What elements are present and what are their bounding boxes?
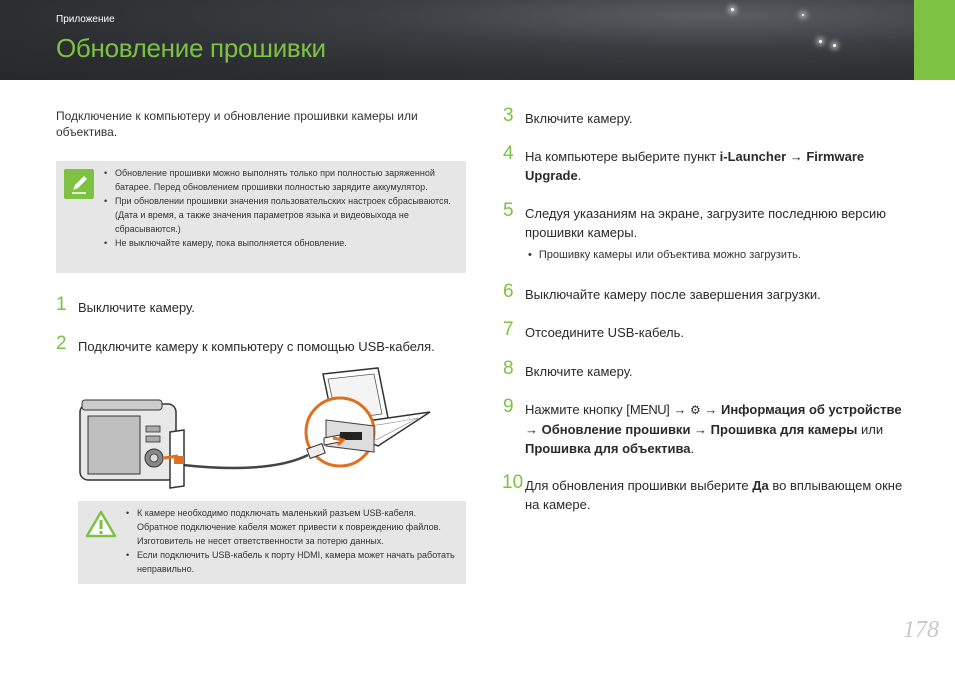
sparkle xyxy=(802,14,804,16)
step-number: 4 xyxy=(503,143,514,164)
note-item: • При обновлении прошивки значения пользовательских настроек сбрасываются. (Дата и время, а также значения параметров языка и видеовыхода не сбрасываются.) xyxy=(104,194,456,236)
step-number: 1 xyxy=(56,294,67,315)
step-number: 7 xyxy=(503,319,514,340)
note-box xyxy=(56,161,466,273)
step-text: Включите камеру. xyxy=(525,111,633,126)
warning-triangle-icon xyxy=(84,509,118,539)
step-text: Выключайте камеру после завершения загрузки. xyxy=(525,287,821,302)
step-number: 8 xyxy=(503,358,514,379)
step-text-part: . xyxy=(690,441,695,456)
menu-item-camera-firmware: Прошивка для камеры xyxy=(710,422,858,437)
gear-icon: ⚙ xyxy=(689,403,701,417)
page-number: 178 xyxy=(903,617,939,643)
camera-laptop-usb-illustration xyxy=(78,360,438,495)
intro-text: Подключение к компьютеру и обновление прошивки камеры или объектива. xyxy=(56,109,418,139)
step-text-part: во вплывающем окне на камере. xyxy=(525,478,903,512)
pencil-note-icon xyxy=(64,169,94,199)
menu-path: i-Launcher → Firmware Upgrade xyxy=(525,149,865,183)
note-item: • Обновление прошивки можно выполнять только при полностью заряженной батарее. Перед обновлением прошивки полностью зарядите аккумулятор. xyxy=(104,166,456,194)
step-text-part: ] → xyxy=(666,402,690,417)
step-text-part: → xyxy=(700,402,721,417)
step-text: Отсоедините USB-кабель. xyxy=(525,325,685,340)
accent-strip xyxy=(914,0,955,80)
warning-item: • К камере необходимо подключать маленький разъем USB-кабеля. Обратное подключение кабеля может привести к повреждению файлов. Изготовитель не несет ответственности за потерю данных. xyxy=(126,506,456,548)
warning-box xyxy=(78,501,466,584)
note-item: • Не выключайте камеру, пока выполняется обновление. xyxy=(104,236,456,250)
page-title: Обновление прошивки xyxy=(56,33,326,63)
header-banner xyxy=(0,0,914,80)
step-number: 10 xyxy=(502,472,524,493)
menu-item-firmware-update: Обновление прошивки xyxy=(541,422,691,437)
step-text: Включите камеру. xyxy=(525,364,633,379)
menu-item-lens-firmware: Прошивка для объектива xyxy=(525,441,691,456)
option-yes: Да xyxy=(752,478,769,493)
step-number: 9 xyxy=(503,396,514,417)
step-number: 6 xyxy=(503,281,514,302)
step-text-part: Нажмите кнопку [ xyxy=(525,402,630,417)
step-5-bullet: • Прошивку камеры или объектива можно загрузить. xyxy=(528,249,801,261)
warning-list xyxy=(126,506,456,576)
step-text: Подключите камеру к компьютеру с помощью USB-кабеля. xyxy=(78,339,435,354)
step-text xyxy=(525,147,905,185)
menu-item-device-info: Информация об устройстве xyxy=(720,402,902,417)
step-number: 3 xyxy=(503,105,514,126)
step-text: Следуя указаниям на экране, загрузите последнюю версию прошивки камеры. xyxy=(525,206,887,240)
note-list xyxy=(104,166,456,250)
step-text: Нажмите кнопку [MENU] → ⚙ → Информация об устройстве → Обновление прошивки → Прошивка для камеры или Прошивка для объектива. xyxy=(525,402,902,456)
menu-button-glyph: MENU xyxy=(629,402,667,417)
step-number: 2 xyxy=(56,333,67,354)
sparkle xyxy=(833,44,836,47)
sparkle xyxy=(731,8,734,11)
step-text-part: . xyxy=(577,168,582,183)
step-text-part: или xyxy=(857,422,884,437)
step-number: 5 xyxy=(503,200,514,221)
warning-item: • Если подключить USB-кабель к порту HDMI, камера может начать работать неправильно. xyxy=(126,548,456,576)
step-text-part: Для обновления прошивки выберите xyxy=(525,478,753,493)
section-label: Приложение xyxy=(56,14,115,25)
sparkle xyxy=(819,40,822,43)
step-text xyxy=(525,476,910,514)
step-text: Выключите камеру. xyxy=(78,300,195,315)
step-text-part: На компьютере выберите пункт xyxy=(525,149,720,164)
